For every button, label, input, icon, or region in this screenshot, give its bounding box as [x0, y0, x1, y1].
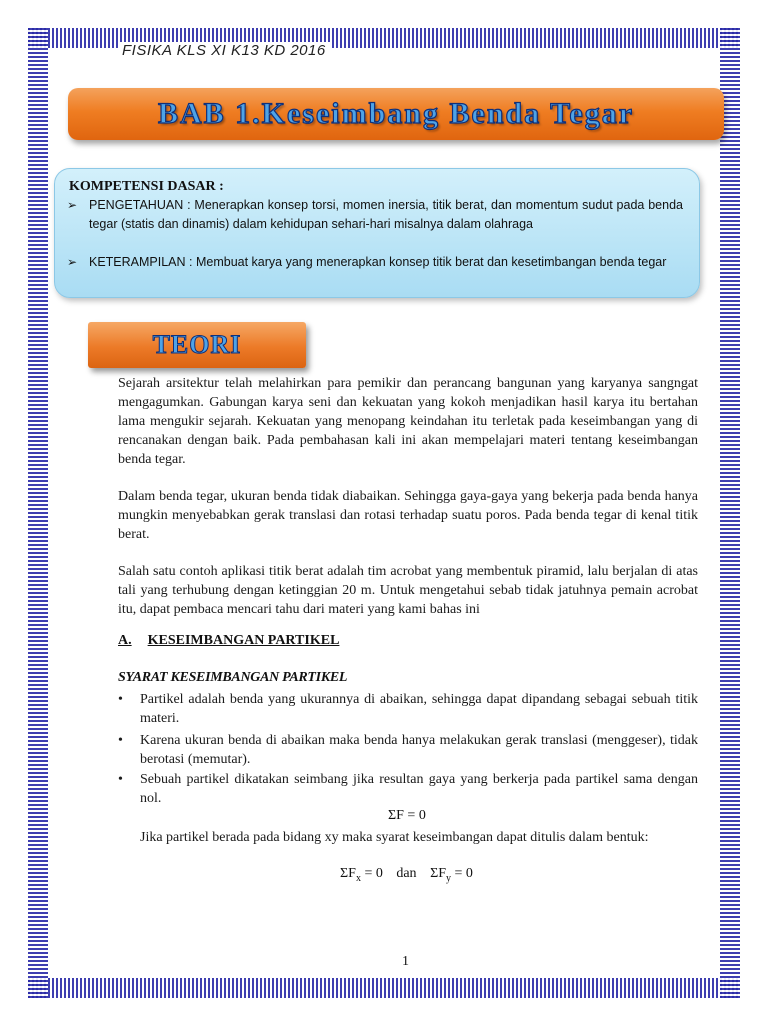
subscript-x: x — [355, 872, 361, 884]
bullet-dot-icon: • — [118, 772, 123, 787]
kompetensi-item-keterampilan — [67, 253, 683, 272]
list-item — [118, 690, 698, 728]
bullet-dot-icon: • — [118, 733, 123, 748]
paragraph-acrobat: Salah satu contoh aplikasi titik berat adalah tim acrobat yang membentuk piramid, lalu berjalan di atas tali yang terhubung dengan ketinggian 20 m. Untuk mengetahui sebab tidak jatuhnya pemain acrobat itu, dapat pembaca mencari tahu dari materi yang kami bahas ini — [118, 564, 698, 617]
equals-zero: = 0 — [451, 866, 473, 881]
equation-xy — [340, 866, 473, 884]
equals-zero: = 0 — [360, 866, 383, 881]
page-number: 1 — [402, 954, 409, 969]
kompetensi-item-text: KETERAMPILAN : Membuat karya yang menerapkan konsep titik berat dan kesetimbangan benda tegar — [89, 255, 667, 269]
section-a-heading — [118, 633, 339, 649]
section-a-number: A. — [118, 633, 132, 648]
chapter-title-banner — [68, 88, 724, 140]
subscript-y: y — [446, 872, 451, 884]
kompetensi-item-pengetahuan — [67, 196, 683, 234]
page-border-bottom — [28, 978, 740, 998]
list-item-text: Karena ukuran benda di abaikan maka benda hanya melakukan gerak translasi (menggeser), tidak berotasi (memutar). — [140, 733, 698, 767]
kompetensi-dasar-box — [54, 168, 700, 298]
document-header: FISIKA KLS XI K13 KD 2016 — [118, 42, 330, 59]
paragraph-bidang-xy: Jika partikel berada pada bidang xy maka syarat keseimbangan dapat ditulis dalam bentuk: — [140, 830, 649, 845]
list-item — [118, 731, 698, 769]
equation-sum-force: ΣF = 0 — [388, 808, 426, 823]
kompetensi-dasar-title: KOMPETENSI DASAR : — [69, 179, 224, 194]
page-border-left — [28, 28, 48, 998]
dan-label: dan — [396, 866, 417, 881]
sigma-fx: ΣF — [340, 866, 356, 881]
bullet-dot-icon: • — [118, 692, 123, 707]
sigma-fy: ΣF — [430, 866, 446, 881]
paragraph-intro: Sejarah arsitektur telah melahirkan para pemikir dan perancang bangunan yang karyanya sangngat mengagumkan. Gabungan karya seni dan kekuatan yang kokoh menjadikan hasil karya itu bertahan lama mengukir sejarah. Kekuatan yang menopang keindahan itu terletak pada keseimbangan yang di rencanakan dengan baik. Pada pembahasan kali ini akan mempelajari materi tentang keseimbangan benda tegar. — [118, 376, 698, 467]
arrow-bullet-icon: ➢ — [67, 255, 78, 269]
page-border-right — [720, 28, 740, 998]
kompetensi-item-text: PENGETAHUAN : Menerapkan konsep torsi, momen inersia, titik berat, dan momentum sudut pada benda tegar (statis dan dinamis) dalam kehidupan sehari-hari misalnya dalam olahraga — [89, 198, 683, 231]
list-item — [118, 770, 698, 808]
list-item-text: Sebuah partikel dikatakan seimbang jika resultan gaya yang berkerja pada partikel sama dengan nol. — [140, 772, 698, 806]
list-item-text: Partikel adalah benda yang ukurannya di abaikan, sehingga dapat dipandang sebagai sebuah titik materi. — [140, 692, 698, 726]
subheading-syarat: SYARAT KESEIMBANGAN PARTIKEL — [118, 670, 348, 685]
section-a-title: KESEIMBANGAN PARTIKEL — [147, 633, 340, 648]
chapter-title: BAB 1.Keseimbang Benda Tegar — [157, 97, 635, 130]
arrow-bullet-icon: ➢ — [67, 198, 78, 212]
teori-label: TEORI — [152, 330, 242, 359]
teori-banner — [88, 322, 306, 368]
paragraph-benda-tegar: Dalam benda tegar, ukuran benda tidak diabaikan. Sehingga gaya-gaya yang bekerja pada benda hanya mungkin menyebabkan gerak translasi dan rotasi terhadap suatu poros. Pada benda tegar di kenal titik berat. — [118, 489, 698, 542]
